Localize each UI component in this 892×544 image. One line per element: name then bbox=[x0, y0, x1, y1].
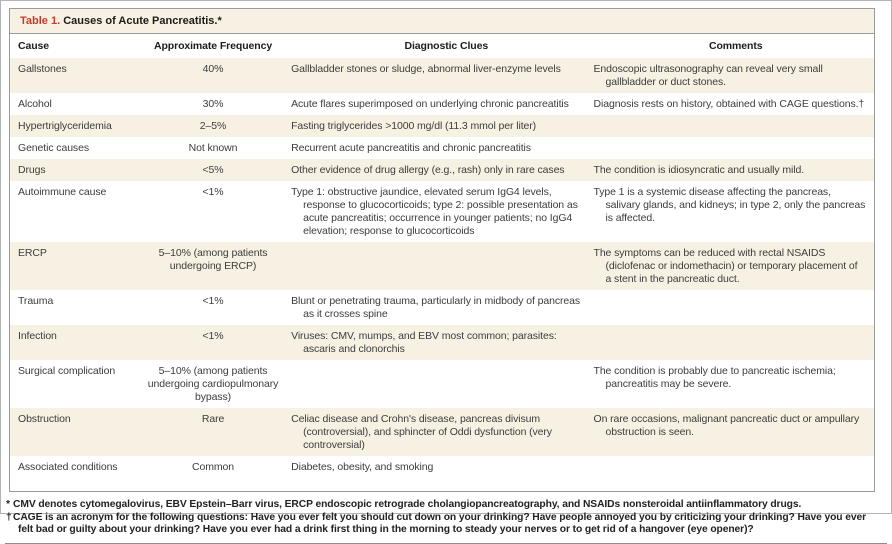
clues-cell: Viruses: CMV, mumps, and EBV most common; parasites: ascaris and clonorchis bbox=[291, 330, 557, 355]
comments-cell: On rare occasions, malignant pancreatic duct or ampullary obstruction is seen. bbox=[593, 413, 860, 438]
cause-cell: Surgical complication bbox=[18, 365, 116, 377]
comments-cell bbox=[598, 115, 875, 137]
comments-cell: Diagnosis rests on history, obtained with CAGE questions.† bbox=[593, 98, 865, 110]
cause-cell: Autoimmune cause bbox=[18, 186, 107, 198]
clues-cell: Acute flares superimposed on underlying chronic pancreatitis bbox=[291, 98, 569, 110]
footnote-marker: * bbox=[6, 499, 10, 510]
column-header-frequency: Approximate Frequency bbox=[153, 40, 273, 52]
footnote-marker: † bbox=[6, 511, 12, 523]
comments-cell: The condition is idiosyncratic and usually mild. bbox=[593, 164, 805, 176]
footnote-text: CMV denotes cytomegalovirus, EBV Epstein–Barr virus, ERCP endoscopic retrograde cholangiopancreatography, and NSAIDs nonsteroidal antiinflammatory drugs. bbox=[13, 499, 802, 510]
cause-cell: Associated conditions bbox=[18, 461, 118, 473]
frequency-cell: 5–10% (among patients undergoing cardiopulmonary bypass) bbox=[147, 365, 279, 403]
cause-cell: Gallstones bbox=[18, 63, 67, 75]
clues-cell: Celiac disease and Crohn's disease, pancreas divisum (controversial), and sphincter of Oddi dysfunction (very controversial) bbox=[291, 413, 552, 451]
table-row bbox=[10, 290, 874, 325]
clues-cell: Other evidence of drug allergy (e.g., rash) only in rare cases bbox=[291, 164, 565, 176]
cause-cell: ERCP bbox=[18, 247, 47, 259]
column-header-comments: Comments bbox=[709, 40, 763, 52]
comments-cell: Endoscopic ultrasonography can reveal very small gallbladder or duct stones. bbox=[593, 63, 823, 88]
footnotes-block bbox=[6, 499, 881, 537]
cause-cell: Drugs bbox=[18, 164, 46, 176]
table-row bbox=[10, 181, 874, 242]
comments-cell bbox=[598, 290, 875, 325]
table-row bbox=[10, 159, 874, 181]
cause-cell: Obstruction bbox=[18, 413, 71, 425]
table-row bbox=[10, 93, 874, 115]
clues-cell: Blunt or penetrating trauma, particularly in midbody of pancreas as it crosses spine bbox=[291, 295, 581, 320]
frequency-cell: Rare bbox=[201, 413, 225, 425]
cause-cell: Trauma bbox=[18, 295, 54, 307]
comments-cell bbox=[598, 137, 875, 159]
footnote-text: CAGE is an acronym for the following questions: Have you ever felt you should cut down on your drinking? Have people annoyed you by criticizing your drinking? Have you ever felt bad or guilty about your drinking? Have you ever had a drink first thing in the morning to steady your nerves or to get rid of a hangover (eye opener)? bbox=[13, 511, 867, 535]
column-header-cause: Cause bbox=[18, 40, 50, 52]
frequency-cell: 40% bbox=[202, 63, 224, 75]
clues-cell: Diabetes, obesity, and smoking bbox=[291, 461, 434, 473]
clues-cell: Type 1: obstructive jaundice, elevated serum IgG4 levels, response to glucocorticoids; type 2: possible presentation as acute pancreatitis; occurrence in younger patients; no IgG4 elevation; response to glucocorticoids bbox=[291, 186, 578, 237]
table-row bbox=[10, 137, 874, 159]
comments-cell bbox=[598, 456, 875, 478]
table-container bbox=[9, 8, 875, 492]
table-number-label: Table 1. bbox=[20, 15, 61, 27]
footnote-asterisk bbox=[6, 499, 881, 512]
comments-cell bbox=[598, 325, 875, 360]
table-title bbox=[10, 9, 874, 34]
column-header-clues: Diagnostic Clues bbox=[404, 40, 489, 52]
clues-cell bbox=[295, 242, 597, 290]
frequency-cell: 30% bbox=[202, 98, 224, 110]
frequency-cell: 2–5% bbox=[199, 120, 227, 132]
table-title-text: Causes of Acute Pancreatitis.* bbox=[60, 15, 222, 27]
table-row bbox=[10, 360, 874, 408]
cause-cell: Genetic causes bbox=[18, 142, 89, 154]
clues-cell bbox=[295, 360, 597, 408]
table-row bbox=[10, 456, 874, 478]
table-row bbox=[10, 325, 874, 360]
cause-cell: Infection bbox=[18, 330, 57, 342]
table-header-row bbox=[10, 34, 874, 58]
frequency-cell: <1% bbox=[202, 295, 224, 307]
table-row bbox=[10, 242, 874, 290]
footnote-dagger bbox=[6, 512, 881, 537]
table-row bbox=[10, 408, 874, 456]
causes-table bbox=[10, 34, 874, 478]
cause-cell: Hypertriglyceridemia bbox=[18, 120, 112, 132]
frequency-cell: <5% bbox=[202, 164, 224, 176]
cause-cell: Alcohol bbox=[18, 98, 52, 110]
frequency-cell: Not known bbox=[188, 142, 238, 154]
frequency-cell: <1% bbox=[202, 330, 224, 342]
table-row bbox=[10, 115, 874, 137]
frequency-cell: Common bbox=[192, 461, 235, 473]
table-row bbox=[10, 58, 874, 93]
frequency-cell: <1% bbox=[202, 186, 224, 198]
comments-cell: The condition is probably due to pancreatic ischemia; pancreatitis may be severe. bbox=[593, 365, 836, 390]
clues-cell: Gallbladder stones or sludge, abnormal liver-enzyme levels bbox=[291, 63, 561, 75]
clues-cell: Recurrent acute pancreatitis and chronic pancreatitis bbox=[291, 142, 531, 154]
frequency-cell: 5–10% (among patients undergoing ERCP) bbox=[158, 247, 268, 272]
comments-cell: The symptoms can be reduced with rectal NSAIDS (diclofenac or indomethacin) or temporary placement of a stent in the pancreatic duct. bbox=[593, 247, 858, 285]
bottom-divider bbox=[5, 543, 887, 544]
comments-cell: Type 1 is a systemic disease affecting the pancreas, salivary glands, and kidneys; in type 2, only the pancreas is affected. bbox=[593, 186, 866, 224]
clues-cell: Fasting triglycerides >1000 mg/dl (11.3 mmol per liter) bbox=[291, 120, 537, 132]
